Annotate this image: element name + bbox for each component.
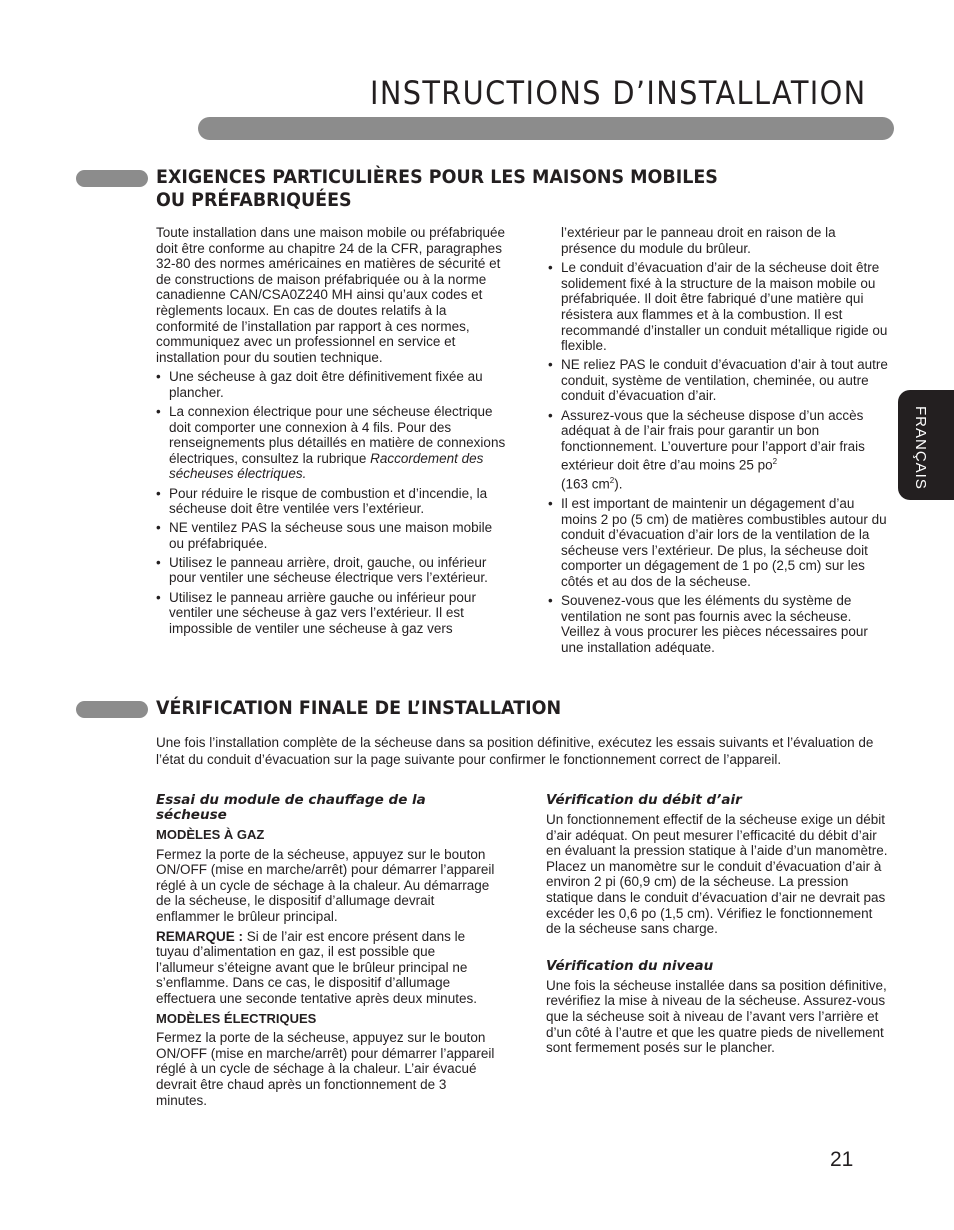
page-number: 21: [830, 1148, 854, 1171]
continuation-text: l’extérieur par le panneau droit en raison de la présence du module du brûleur.: [561, 225, 836, 256]
level-check-text: Une fois la sécheuse installée dans sa position définitive, revérifiez la mise à niveau de la sécheuse. Assurez-vous que la sécheuse soit à niveau de l’avant vers l’arrière et d’un côté à l’autre et que les quatre pieds de nivellement sont fermement posés sur le plancher.: [546, 977, 887, 1056]
section-marker-pill: [76, 701, 148, 718]
list-item: • Utilisez le panneau arrière gauche ou inférieur pour ventiler une sécheuse à gaz vers l’extérieur. Il est impossible de ventiler une sécheuse à gaz vers: [156, 590, 506, 637]
list-item: • NE reliez PAS le conduit d’évacuation d’air à tout autre conduit, système de ventilation, cheminée, ou autre conduit d’évacuation d’air.: [548, 357, 890, 404]
section1-intro: Toute installation dans une maison mobile ou préfabriquée doit être conforme au chapitre 24 de la CFR, paragraphes 32-80 des normes américaines en matières de sécurité et de constructions de maison préfabriquée ou à la norme canadienne CAN/CSA0Z240 MH ainsi qu’aux codes et règlements locaux. En cas de doutes relatifs à la conformité de l’installation par rapport à ces normes, communiquez avec un professionnel en service et installation pour du soutien technique.: [156, 225, 505, 365]
section-heading-mobile-homes: EXIGENCES PARTICULIÈRES POUR LES MAISONS MOBILES OU PRÉFABRIQUÉES: [156, 166, 718, 211]
airflow-check-title: Vérification du débit d’air: [546, 792, 742, 808]
note-label: REMARQUE :: [156, 928, 243, 944]
list-item: • Il est important de maintenir un dégagement d’au moins 2 po (5 cm) de matières combustibles autour du conduit d’évacuation d’air lors de la ventilation de la sécheuse vers l’extérieur. De plus, la sécheuse doit comporter un dégagement de 1 po (2,5 cm) sur les côtés et au dos de la sécheuse.: [548, 496, 890, 590]
page-title: INSTRUCTIONS D’INSTALLATION: [370, 74, 867, 112]
heater-test-title: Essai du module de chauffage de la sécheuse: [156, 792, 426, 823]
list-item: • Pour réduire le risque de combustion et d’incendie, la sécheuse doit être ventilée vers l’extérieur.: [156, 486, 506, 517]
section2-right-column: [546, 793, 888, 1060]
italic-reference: Raccordement des sécheuses électriques.: [169, 450, 484, 482]
airflow-check-text: Un fonctionnement effectif de la sécheuse exige un débit d’air adéquat. On peut mesurer l’efficacité du débit d’air en évaluant la pression statique à l’aide d’un manomètre. Placez un manomètre sur le conduit d’évacuation d’air à environ 2 pi (60,9 cm) de la sécheuse. La pression statique dans le conduit d’évacuation d’air ne devrait pas excéder les 0,6 po (1,5 cm). Vérifiez le fonctionnement de la sécheuse sans charge.: [546, 812, 888, 937]
section1-left-bullets: [156, 369, 506, 636]
electric-models-text: Fermez la porte de la sécheuse, appuyez sur le bouton ON/OFF (mise en marche/arrêt) pour démarrer l’appareil réglé à un cycle de séchage à la chaleur. L’air évacué devrait être chaud après un fonctionnement de 3 minutes.: [156, 1030, 495, 1108]
section2-intro: Une fois l’installation complète de la sécheuse dans sa position définitive, exécutez les essais suivants et l’évaluation de l’état du conduit d’évacuation sur la page suivante pour confirmer le fonctionnement correct de l’appareil.: [156, 735, 874, 767]
section1-right-bullets: [548, 260, 890, 655]
section2-left-column: [156, 793, 496, 1112]
level-check-title: Vérification du niveau: [546, 957, 714, 974]
section1-right-column: [548, 225, 890, 659]
language-tab: [898, 390, 954, 500]
section1-left-column: [156, 225, 506, 640]
list-item: • Le conduit d’évacuation d’air de la sécheuse doit être solidement fixé à la structure de la maison mobile ou préfabriquée. Il doit être fabriqué d’une matière qui résistera aux flammes et à la combustion. Il est recommandé d’installer un conduit métallique rigide ou flexible.: [548, 260, 890, 354]
list-item: • Utilisez le panneau arrière, droit, gauche, ou inférieur pour ventiler une sécheuse électrique vers l’extérieur.: [156, 555, 506, 586]
language-tab-label: FRANÇAIS: [912, 406, 929, 490]
list-item: • La connexion électrique pour une sécheuse électrique doit comporter une connexion à 4 fils. Pour des renseignements plus détaillés en matière de connexions électriques, consultez la rubrique Raccordement des sécheuses électriques.: [156, 404, 506, 482]
gas-models-text: Fermez la porte de la sécheuse, appuyez sur le bouton ON/OFF (mise en marche/arrêt) pour démarrer l’appareil réglé à un cycle de séchage à la chaleur. Au démarrage de la sécheuse, le dispositif d’allumage devrait enflammer le brûleur principal.: [156, 846, 495, 924]
list-item: • Une sécheuse à gaz doit être définitivement fixée au plancher.: [156, 369, 506, 400]
title-underline-bar: [198, 117, 894, 140]
note-paragraph: REMARQUE : Si de l’air est encore présent dans le tuyau d’alimentation en gaz, il est possible que l’allumeur s’éteigne avant que le brûleur principal ne s’enflamme. Dans ce cas, le dispositif d’allumage effectuera une seconde tentative après deux minutes.: [156, 928, 477, 1006]
list-item: • NE ventilez PAS la sécheuse sous une maison mobile ou préfabriquée.: [156, 520, 506, 551]
list-item: • Souvenez-vous que les éléments du système de ventilation ne sont pas fournis avec la sécheuse. Veillez à vous procurer les pièces nécessaires pour une installation adéquate.: [548, 593, 890, 655]
section-heading-final-check: VÉRIFICATION FINALE DE L’INSTALLATION: [156, 697, 562, 719]
list-item: • Assurez-vous que la sécheuse dispose d’un accès adéquat à de l’air frais pour garantir un bon fonctionnement. L’ouverture pour l’apport d’air frais extérieur doit être d’au moins 25 $po^2$ (163 $cm^2$).: [548, 408, 890, 493]
section-marker-pill: [76, 170, 148, 187]
gas-models-label: MODÈLES À GAZ: [156, 827, 265, 842]
electric-models-label: MODÈLES ÉLECTRIQUES: [156, 1010, 317, 1026]
